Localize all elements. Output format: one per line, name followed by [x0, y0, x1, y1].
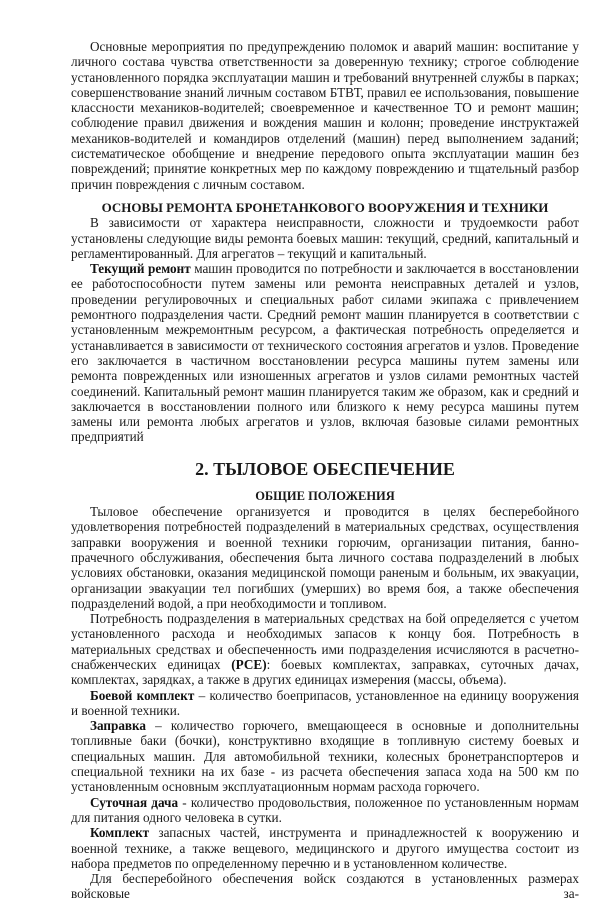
- chapter-title: 2. ТЫЛОВОЕ ОБЕСПЕЧЕНИЕ: [195, 458, 455, 479]
- term-current-repair: Текущий ремонт: [90, 261, 191, 277]
- paragraph-repair-types: В зависимости от характера неисправности, сложности и трудоемкости работ установлены следующие виды ремонта боевых машин: текущий, средний, капитальный и регламентированный. Для агрегатов – текущий и капитальный.: [71, 215, 579, 261]
- definition-text: - количество продовольствия, положенное по установленным нормам для питания одного человека в сутки.: [71, 794, 579, 825]
- paragraph-logistics-general: Тыловое обеспечение организуется и проводится в целях бесперебойного удовлетворения потребностей подразделений в материальных средствах, осуществления заправки вооружения и военной техники горючим, организации питания, банно-прачечного обслуживания, обеспечения быта личного состава подразделений в любых условиях обстановки, оказания медицинской помощи раненым и больным, их эвакуации, организации эвакуации тел погибших (умерших) во время боя, а также обеспечения подразделений водой, а при необходимости и топливом.: [71, 504, 579, 611]
- definition-term: Боевой комплект: [90, 687, 195, 703]
- paragraph-material-needs: [71, 611, 579, 687]
- definition-text: запасных частей, инструмента и принадлежностей к вооружению и военной технике, а также вещевого, медицинского и другого имущества состоит из набора предметов по определенному перечню и в установленном количестве.: [71, 825, 579, 871]
- chapter-subtitle: ОБЩИЕ ПОЛОЖЕНИЯ: [255, 488, 395, 503]
- paragraph-current-repair: [71, 261, 579, 445]
- definition-term: Заправка: [90, 718, 147, 734]
- current-repair-text: машин проводится по потребности и заключается в восстановлении ее работоспособности путем замены или ремонта неисправных деталей и узлов, проведении регулировочных и специальных работ силами экипажа с привлечением ремонтного подразделения части. Средний ремонт машин планируется в соответствии с установленным межремонтным ресурсом, а фактическая потребность определяется и устанавливается в зависимости от технического состояния агрегатов и узлов. Проведение его заключается в частичном восстановлении ресурса машины путем замены или ремонта поврежденных или изношенных агрегатов и узлов силами ремонтных частей соединений. Капитальный ремонт машин планируется таким же образом, как и средний и заключается в восстановлении полного или близкого к нему ресурса машины путем замены или ремонта любых агрегатов и узлов, включая базовые силами ремонтных предприятий: [71, 261, 579, 445]
- material-needs-text-start: Потребность подразделения в материальных средствах на бой определяется с учетом установленного расхода и необходимых запасов к концу боя. Потребность в материальных средствах и обеспеченность ими подразделения исчисляются в расчетно-снабженческих единицах: [71, 611, 579, 672]
- definition-kit: [71, 825, 579, 871]
- material-needs-text-end: : боевых комплектах, заправках, суточных дачах, комплектах, зарядках, а также в других единицах измерения (массы, объема).: [71, 656, 579, 688]
- definition-daily-ration: [71, 795, 579, 826]
- definition-term: Комплект: [90, 825, 150, 841]
- section-heading-repair-basics: ОСНОВЫ РЕМОНТА БРОНЕТАНКОВОГО ВООРУЖЕНИЯ И ТЕХНИКИ: [101, 199, 549, 215]
- paragraph-troop-supplies: Для бесперебойного обеспечения войск создаются в установленных размерах войсковые за-: [71, 871, 579, 902]
- abbr-rse: (РСЕ): [231, 656, 267, 672]
- definition-refuel: [71, 718, 579, 794]
- definition-text: – количество горючего, вмещающееся в основные и дополнительны топливные баки (бочки), конструктивно входящие в топливную систему боевых и специальных машин. Для автомобильной техники, колесных бронетранспортеров и специальной техники на их базе - из расчета обеспечения запаса хода на 500 км по установленным основным эксплуатационным нормам расхода горючего.: [71, 718, 579, 795]
- definition-combat-kit: [71, 688, 579, 719]
- definition-term: Суточная дача: [90, 794, 179, 810]
- paragraph-accident-prevention: Основные мероприятия по предупреждению поломок и аварий машин: воспитание у личного состава чувства ответственности за доверенную технику; строгое соблюдение установленного порядка эксплуатации машин и требований внутренней службы в парках; совершенствование знаний личным составом БТВТ, правил ее использования, повышение классности механиков-водителей; своевременное и качественное ТО и ремонт машин; соблюдение правил движения и вождения машин и колонн; проведение инструктажей механиков-водителей и командиров отделений (машин) перед выполнением заданий; систематическое обобщение и внедрение передового опыта эксплуатации машин без повреждений; принятие конкретных мер по каждому повреждению и тщательный разбор причин повреждения с личным составом.: [71, 39, 579, 192]
- definition-text: – количество боеприпасов, установленное на единицу вооружения и военной техники.: [71, 687, 579, 718]
- document-page: [71, 39, 579, 902]
